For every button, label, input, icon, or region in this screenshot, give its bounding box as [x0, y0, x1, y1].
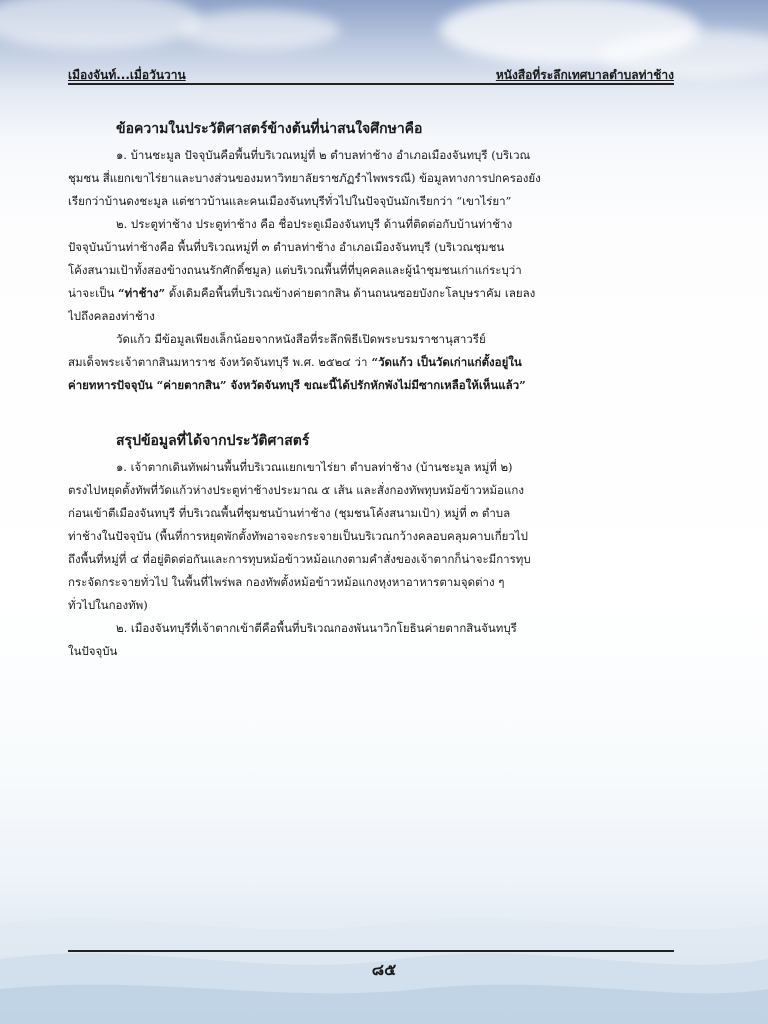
page-number: ๘๕: [371, 960, 397, 979]
text-line: ทั่วไปในกองทัพ): [68, 598, 148, 612]
text-line: ชุมชน สี่แยกเขาไร่ยาและบางส่วนของมหาวิทยาลัยราชภัฏรำไพพรรณี) ข้อมูลทางการปกครองยัง: [68, 171, 541, 185]
header-book-title: เมืองจันท์...เมื่อวันวาน: [68, 68, 186, 82]
wave-background: [0, 864, 768, 1024]
text-line: ตรงไปหยุดตั้งทัพที่วัดแก้วห่างประตูท่าช้างประมาณ ๕ เส้น และสั่งกองทัพทุบหม้อข้าวหม้อแกง: [68, 483, 524, 497]
text-line: กระจัดกระจายทั่วไป ในพื้นที่ไพร่พล กองทัพตั้งหม้อข้าวหม้อแกงหุงหาอาหารตามจุดต่าง ๆ: [68, 575, 505, 589]
text-line: ค่ายทหารปัจจุบัน “ค่ายตากสิน” จังหวัดจันทบุรี ขณะนี้ได้ปรักหักพังไม่มีซากเหลือให้เห็นแล้ว”: [68, 378, 526, 392]
section-summary: [68, 430, 674, 663]
text-line: ๑. บ้านชะมูล ปัจจุบันคือพื้นที่บริเวณหมู่ที่ ๒ ตำบลท่าช้าง อำเภอเมืองจันทบุรี (บริเวณ: [116, 148, 531, 162]
text-run: น่าจะเป็น: [68, 286, 118, 300]
text-line: โค้งสนามเป้าทั้งสองข้างถนนรักศักดิ์ชมูล) แต่บริเวณพื้นที่ที่บุคคลและผู้นำชุมชนเก่าแก่ระบุว่า: [68, 263, 522, 277]
text-line: วัดแก้ว มีข้อมูลเพียงเล็กน้อยจากหนังสือที่ระลึกพิธีเปิดพระบรมราชานุสาวรีย์: [116, 332, 486, 346]
paragraph: [68, 144, 674, 397]
text-line: ๒. ประตูท่าช้าง ประตูท่าช้าง คือ ชื่อประตูเมืองจันทบุรี ด้านที่ติดต่อกับบ้านท่าช้าง: [116, 217, 513, 231]
header-rule: [68, 83, 674, 85]
text-run: สมเด็จพระเจ้าตากสินมหาราช จังหวัดจันทบุรี พ.ศ. ๒๕๒๔ ว่า: [68, 355, 368, 369]
text-line: ถึงพื้นที่หมู่ที่ ๔ ที่อยู่ติดต่อกันและการทุบหม้อข้าวหม้อแกงตามคำสั่งของเจ้าตากก็น่าจะมีการทุบ: [68, 552, 531, 566]
text-line: ก่อนเข้าตีเมืองจันทบุรี ที่บริเวณพื้นที่ชุมชนบ้านท่าช้าง (ชุมชนโค้งสนามเป้า) หมู่ที่ ๓ ตำบล: [68, 506, 511, 520]
section-heading: ข้อความในประวัติศาสตร์ข้างต้นที่น่าสนใจศึกษาคือ: [116, 121, 423, 137]
footer-rule: [68, 950, 674, 952]
text-line: ปัจจุบันบ้านท่าช้างคือ พื้นที่บริเวณหมู่ที่ ๓ ตำบลท่าช้าง อำเภอเมืองจันทบุรี (บริเวณชุมชน: [68, 240, 505, 254]
text-run-bold: “ท่าช้าง”: [117, 286, 166, 300]
text-line: ไปถึงคลองท่าช้าง: [68, 309, 155, 323]
text-line: ๑. เจ้าตากเดินทัพผ่านพื้นที่บริเวณแยกเขาไร่ยา ตำบลท่าช้าง (บ้านชะมูล หมู่ที่ ๒): [116, 460, 513, 474]
text-line: [68, 351, 674, 374]
text-line: ๒. เมืองจันทบุรีที่เจ้าตากเข้าตีคือพื้นที่บริเวณกองพันนาวิกโยธินค่ายตากสินจันทบุรี: [116, 621, 517, 635]
text-line: ในปัจจุบัน: [68, 644, 118, 658]
text-run: ดั้งเดิมคือพื้นที่บริเวณข้างค่ายตากสิน ด้านถนนซอยบังกะโลบุษราคัม เลยลง: [165, 286, 536, 300]
text-line: ท่าช้างในปัจจุบัน (พื้นที่การหยุดพักตั้งทัพอาจจะกระจายเป็นบริเวณกว้างคลอบคลุมคาบเกี่ยวไป: [68, 529, 528, 543]
header-publication: หนังสือที่ระลึกเทศบาลตำบลท่าช้าง: [495, 68, 674, 82]
text-run-bold: “วัดแก้ว เป็นวัดเก่าแก่ตั้งอยู่ใน: [367, 355, 522, 369]
paragraph: [68, 456, 674, 663]
text-line: เรียกว่าบ้านดงชะมูล แต่ชาวบ้านและคนเมืองจันทบุรีทั่วไปในปัจจุบันมักเรียกว่า “เขาไร่ยา”: [68, 194, 512, 208]
section-heading: สรุปข้อมูลที่ได้จากประวัติศาสตร์: [116, 433, 310, 449]
section-history-notes: [68, 118, 674, 397]
sky-background: [0, 0, 768, 110]
text-line: [68, 282, 674, 305]
